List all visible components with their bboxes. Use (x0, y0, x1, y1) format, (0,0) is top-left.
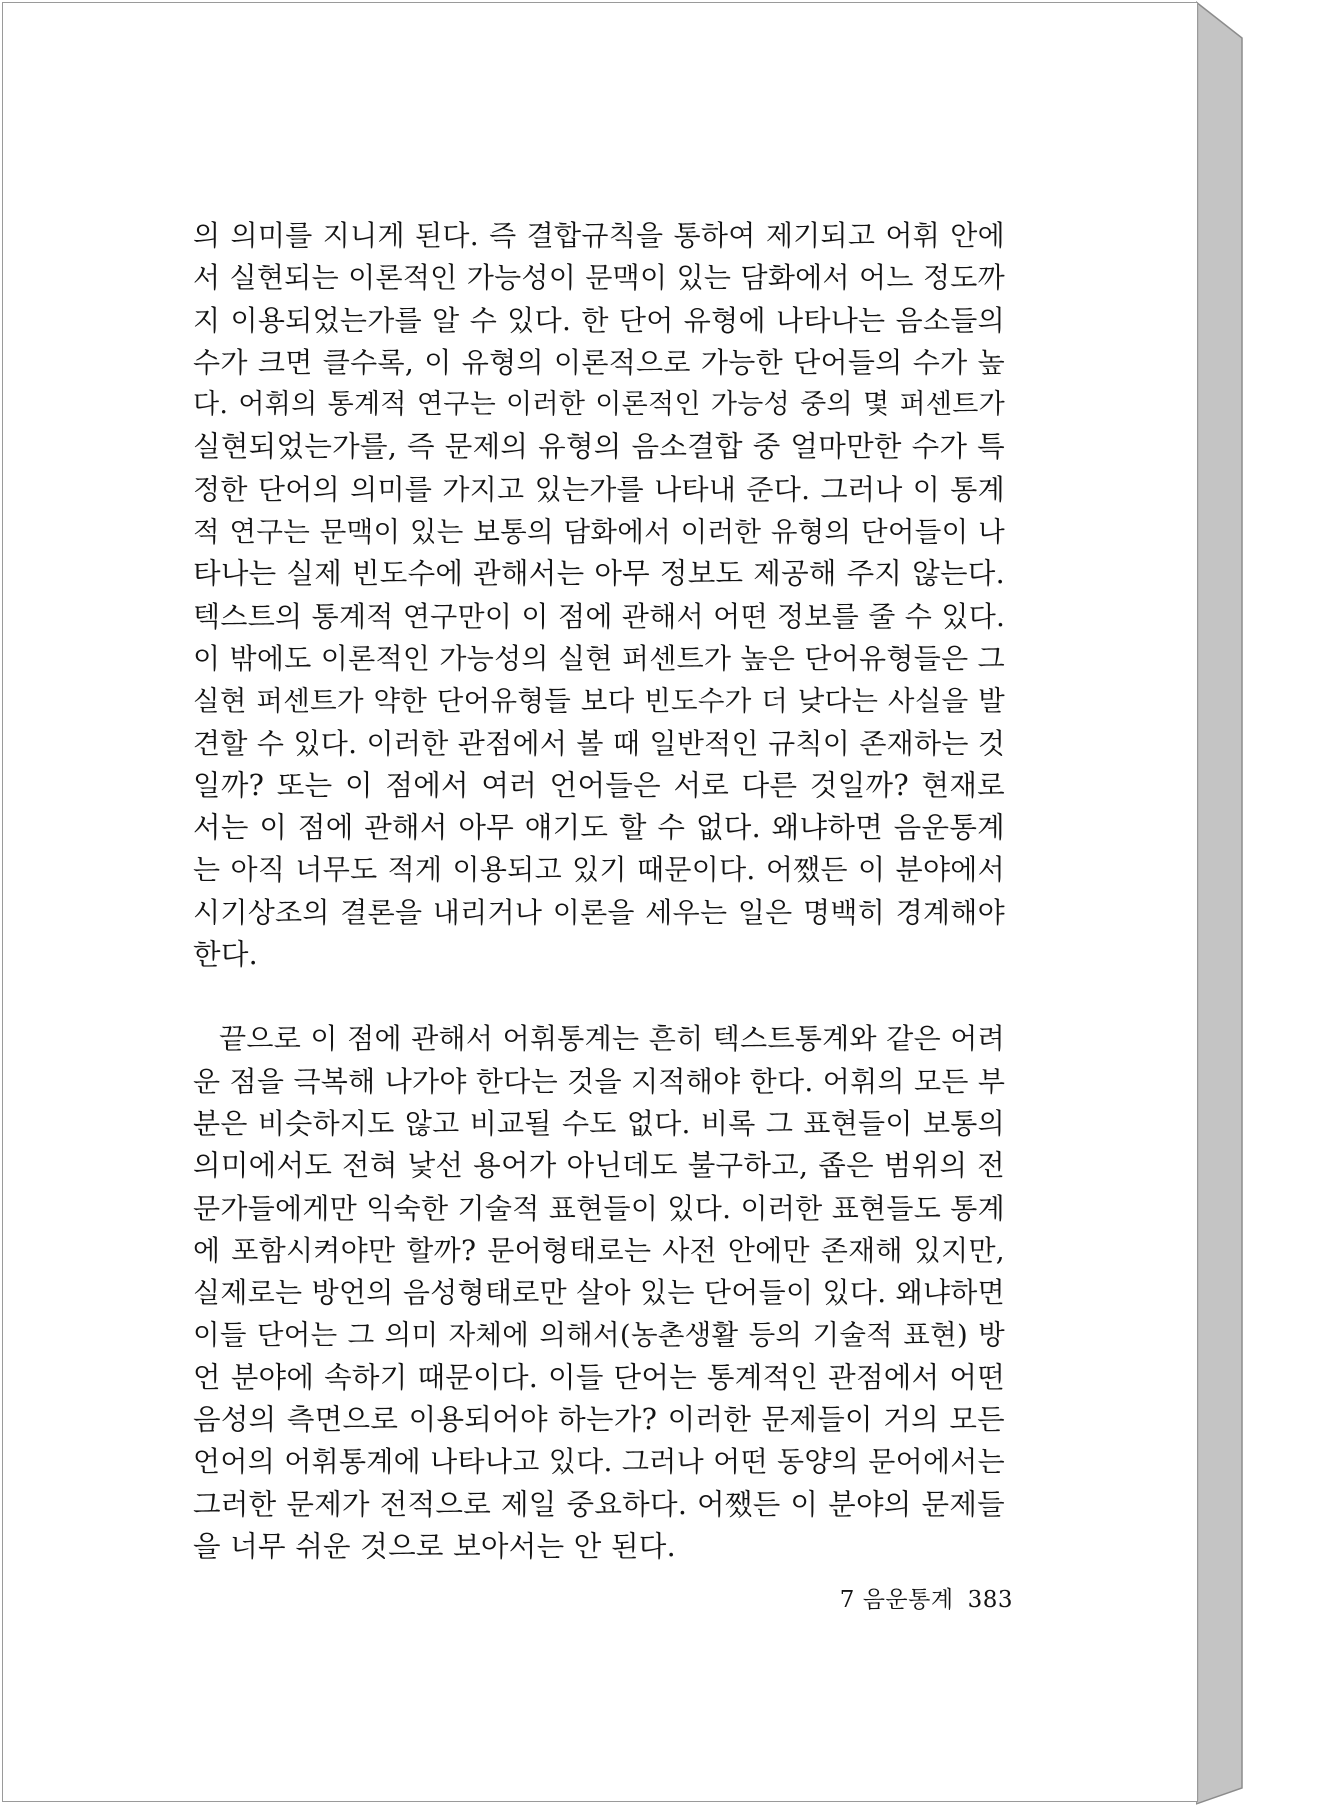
text-line: 지 이용되었는가를 알 수 있다. 한 단어 유형에 나타나는 음소들의 (193, 303, 1005, 337)
text-line: 실제로는 방언의 음성형태로만 살아 있는 단어들이 있다. 왜냐하면 (193, 1276, 1006, 1310)
text-line: 정한 단어의 의미를 가지고 있는가를 나타내 준다. 그러나 이 통계 (193, 472, 1005, 506)
text-line: 타나는 실제 빈도수에 관해서는 아무 정보도 제공해 주지 않는다. (193, 557, 1005, 591)
text-line: 다. 어휘의 통계적 연구는 이러한 이론적인 가능성 중의 몇 퍼센트가 (193, 389, 1005, 421)
running-footer (823, 1581, 1013, 1614)
text-line: 서는 이 점에 관해서 아무 얘기도 할 수 없다. 왜냐하면 음운통계 (193, 811, 1005, 845)
text-line: 문가들에게만 익숙한 기술적 표현들이 있다. 이러한 표현들도 통계 (193, 1191, 1006, 1225)
text-line: 적 연구는 문맥이 있는 보통의 담화에서 이러한 유형의 단어들이 나 (193, 516, 1005, 549)
chapter-title: 7 음운통계 (839, 1587, 954, 1613)
paragraph (193, 1018, 1005, 1568)
page-number: 383 (967, 1587, 1013, 1613)
text-line: 는 아직 너무도 적게 이용되고 있기 때문이다. 어쨌든 이 분야에서 (193, 853, 1005, 887)
text-line: 음성의 측면으로 이용되어야 하는가? 이러한 문제들이 거의 모든 (193, 1403, 1005, 1437)
text-line: 이 밖에도 이론적인 가능성의 실현 퍼센트가 높은 단어유형들은 그 (193, 641, 1006, 675)
text-line: 일까? 또는 이 점에서 여러 언어들은 서로 다른 것일까? 현재로 (193, 768, 1005, 802)
book-page (2, 2, 1198, 1802)
text-line: 시기상조의 결론을 내리거나 이론을 세우는 일은 명백히 경계해야 (193, 895, 1005, 929)
book-edge (1196, 0, 1246, 1806)
book-edge-shape (1196, 0, 1246, 1806)
text-line: 실현 퍼센트가 약한 단어유형들 보다 빈도수가 더 낮다는 사실을 발 (193, 685, 1005, 718)
text-line: 한다. (193, 938, 259, 972)
text-line: 언어의 어휘통계에 나타나고 있다. 그러나 어떤 동양의 문어에서는 (193, 1445, 1006, 1479)
text-line: 운 점을 극복해 나가야 한다는 것을 지적해야 한다. 어휘의 모든 부 (193, 1064, 1006, 1098)
text-line: 을 너무 쉬운 것으로 보아서는 안 된다. (193, 1529, 676, 1563)
text-line: 의미에서도 전혀 낯선 용어가 아닌데도 불구하고, 좁은 범위의 전 (193, 1149, 1005, 1183)
text-line: 그러한 문제가 전적으로 제일 중요하다. 어쨌든 이 분야의 문제들 (193, 1487, 1005, 1521)
paragraph (193, 215, 1005, 976)
text-line: 끝으로 이 점에 관해서 어휘통계는 흔히 텍스트통계와 같은 어려 (219, 1022, 1005, 1056)
text-line: 언 분야에 속하기 때문이다. 이들 단어는 통계적인 관점에서 어떤 (193, 1360, 1005, 1394)
text-line: 이들 단어는 그 의미 자체에 의해서(농촌생활 등의 기술적 표현) 방 (193, 1319, 1005, 1352)
text-line: 수가 크면 클수록, 이 유형의 이론적으로 가능한 단어들의 수가 높 (193, 345, 1005, 379)
body-text (193, 215, 1005, 1568)
text-line: 견할 수 있다. 이러한 관점에서 볼 때 일반적인 규칙이 존재하는 것 (193, 726, 1006, 760)
text-line: 텍스트의 통계적 연구만이 이 점에 관해서 어떤 정보를 줄 수 있다. (193, 599, 1006, 633)
text-line: 의 의미를 지니게 된다. 즉 결합규칙을 통하여 제기되고 어휘 안에 (193, 219, 1005, 252)
text-line: 에 포함시켜야만 할까? 문어형태로는 사전 안에만 존재해 있지만, (193, 1233, 1005, 1267)
text-line: 서 실현되는 이론적인 가능성이 문맥이 있는 담화에서 어느 정도까 (193, 261, 1006, 295)
text-line: 실현되었는가를, 즉 문제의 유형의 음소결합 중 얼마만한 수가 특 (193, 430, 1005, 464)
text-line: 분은 비슷하지도 않고 비교될 수도 없다. 비록 그 표현들이 보통의 (193, 1106, 1005, 1140)
